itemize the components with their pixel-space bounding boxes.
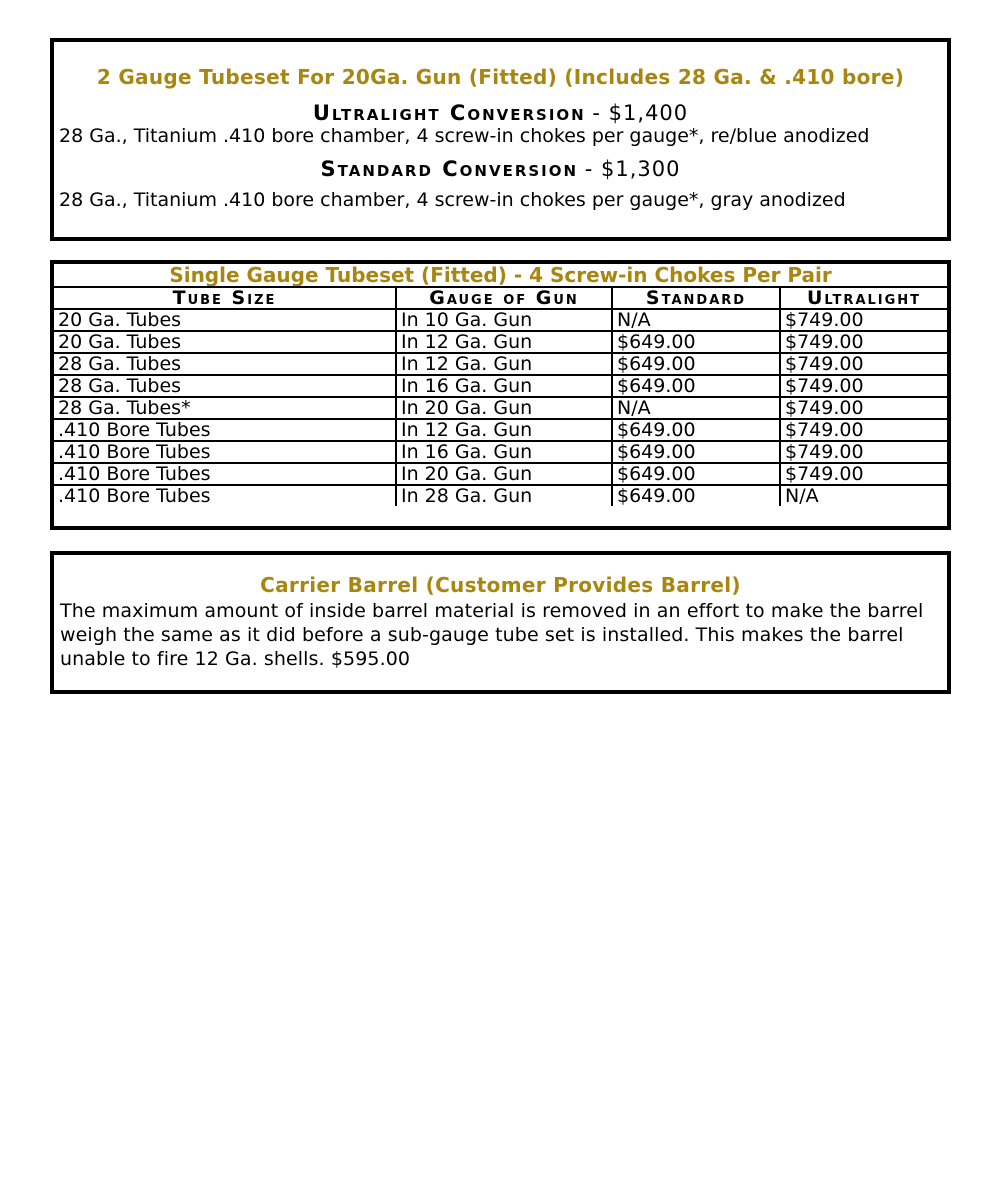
standard-price-cell: N/A — [612, 309, 780, 331]
ultralight-price-cell: $749.00 — [780, 309, 947, 331]
table-caption-row — [54, 264, 947, 287]
standard-conversion-price: - $1,300 — [584, 157, 681, 181]
table-header-row — [54, 287, 947, 309]
ultralight-price-cell: $749.00 — [780, 397, 947, 419]
standard-price-cell: $649.00 — [612, 375, 780, 397]
standard-conversion-name: Standard Conversion — [320, 157, 579, 181]
ultralight-conversion-line — [54, 101, 947, 125]
gauge-cell: In 16 Ga. Gun — [396, 441, 612, 463]
table-row — [54, 353, 947, 375]
tube-size-cell: .410 Bore Tubes — [54, 441, 396, 463]
standard-price-cell: $649.00 — [612, 463, 780, 485]
table-row — [54, 331, 947, 353]
tube-size-cell: .410 Bore Tubes — [54, 419, 396, 441]
ultralight-price-cell: $749.00 — [780, 441, 947, 463]
single-gauge-table — [54, 264, 947, 506]
ultralight-conversion-description: 28 Ga., Titanium .410 bore chamber, 4 screw-in chokes per gauge*, re/blue anodized — [59, 125, 870, 147]
table-row — [54, 397, 947, 419]
conversion-title: 2 Gauge Tubeset For 20Ga. Gun (Fitted) (Includes 28 Ga. & .410 bore) — [96, 65, 905, 89]
table-row — [54, 441, 947, 463]
tube-size-cell: 20 Ga. Tubes — [54, 331, 396, 353]
gauge-cell: In 28 Ga. Gun — [396, 485, 612, 506]
table-row — [54, 419, 947, 441]
standard-price-cell: $649.00 — [612, 485, 780, 506]
ultralight-price-cell: $749.00 — [780, 375, 947, 397]
ultralight-price-cell: $749.00 — [780, 331, 947, 353]
tube-size-cell: .410 Bore Tubes — [54, 485, 396, 506]
carrier-barrel-panel — [50, 551, 951, 694]
table-caption: Single Gauge Tubeset (Fitted) - 4 Screw-in Chokes Per Pair — [54, 264, 947, 287]
ultralight-conversion-price: - $1,400 — [592, 101, 689, 125]
gauge-cell: In 20 Ga. Gun — [396, 463, 612, 485]
standard-conversion-line — [54, 157, 947, 181]
header-ultralight: Ultralight — [780, 287, 947, 309]
tube-size-cell: 28 Ga. Tubes — [54, 353, 396, 375]
tube-size-cell: 28 Ga. Tubes* — [54, 397, 396, 419]
standard-price-cell: $649.00 — [612, 441, 780, 463]
ultralight-price-cell: $749.00 — [780, 353, 947, 375]
header-gauge-of-gun: Gauge of Gun — [396, 287, 612, 309]
tube-size-cell: .410 Bore Tubes — [54, 463, 396, 485]
carrier-barrel-description: The maximum amount of inside barrel material is removed in an effort to make the barrel weigh the same as it did before a sub-gauge tube set is installed. This makes the barrel unable to fire 12 Ga. shells. $595.00 — [60, 600, 924, 670]
conversion-panel — [50, 38, 951, 241]
ultralight-price-cell: $749.00 — [780, 419, 947, 441]
gauge-cell: In 16 Ga. Gun — [396, 375, 612, 397]
table-row — [54, 463, 947, 485]
gauge-cell: In 20 Ga. Gun — [396, 397, 612, 419]
tube-size-cell: 28 Ga. Tubes — [54, 375, 396, 397]
gauge-cell: In 10 Ga. Gun — [396, 309, 612, 331]
gauge-cell: In 12 Ga. Gun — [396, 331, 612, 353]
header-tube-size: Tube Size — [54, 287, 396, 309]
table-row — [54, 375, 947, 397]
single-gauge-panel — [50, 260, 951, 530]
carrier-barrel-title: Carrier Barrel (Customer Provides Barrel) — [260, 573, 741, 597]
gauge-cell: In 12 Ga. Gun — [396, 353, 612, 375]
standard-price-cell: N/A — [612, 397, 780, 419]
table-row — [54, 309, 947, 331]
standard-conversion-description: 28 Ga., Titanium .410 bore chamber, 4 screw-in chokes per gauge*, gray anodized — [59, 189, 846, 211]
gauge-cell: In 12 Ga. Gun — [396, 419, 612, 441]
table-row — [54, 485, 947, 506]
ultralight-price-cell: N/A — [780, 485, 947, 506]
ultralight-price-cell: $749.00 — [780, 463, 947, 485]
header-standard: Standard — [612, 287, 780, 309]
ultralight-conversion-name: Ultralight Conversion — [312, 101, 586, 125]
standard-price-cell: $649.00 — [612, 353, 780, 375]
standard-price-cell: $649.00 — [612, 331, 780, 353]
standard-price-cell: $649.00 — [612, 419, 780, 441]
tube-size-cell: 20 Ga. Tubes — [54, 309, 396, 331]
